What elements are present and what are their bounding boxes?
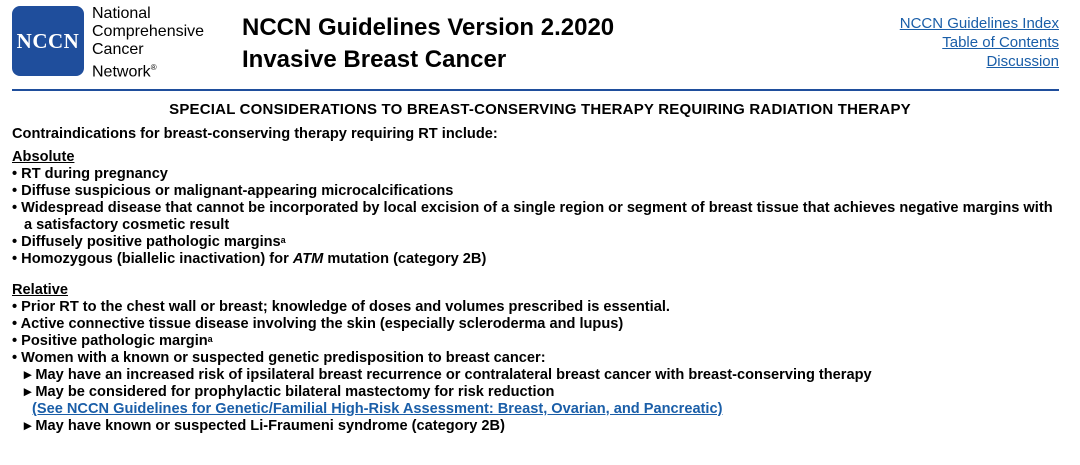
intro-text: Contraindications for breast-conserving therapy requiring RT include: xyxy=(12,126,498,142)
org-line-3: Cancer xyxy=(92,41,144,58)
atm-gene: ATM xyxy=(292,251,324,267)
relative-sub-item-1: ▸ May have an increased risk of ipsilateral breast recurrence or contralateral breast cancer with breast-conserving therapy xyxy=(24,367,872,383)
document-title xyxy=(242,12,614,76)
genetic-guidelines-link-line xyxy=(12,401,1062,418)
title-version: NCCN Guidelines Version 2.2020 xyxy=(242,14,615,41)
absolute-item-3: • Widespread disease that cannot be incorporated by local excision of a single region or segment of breast tissue that achieves negative margins with a satisfactory cosmetic result xyxy=(12,200,1053,233)
org-line-2: Comprehensive xyxy=(92,23,205,40)
footnote-marker: a xyxy=(207,334,213,344)
absolute-item-4-text: • Diffusely positive pathologic margins xyxy=(12,234,281,250)
registered-mark: ® xyxy=(150,63,157,72)
nccn-logo xyxy=(12,6,84,76)
org-line-1: National xyxy=(92,5,151,22)
relative-item-4: • Women with a known or suspected genetic predisposition to breast cancer: xyxy=(12,350,546,366)
header-divider xyxy=(12,89,1059,91)
organization-name xyxy=(92,5,204,81)
org-line-4 xyxy=(92,59,204,81)
relative-sub-item-3: ▸ May have known or suspected Li-Fraumeni syndrome (category 2B) xyxy=(24,418,505,434)
absolute-item-5 xyxy=(12,251,1062,268)
title-topic: Invasive Breast Cancer xyxy=(242,46,507,73)
absolute-heading: Absolute xyxy=(12,149,75,165)
org-line-4-text: Network xyxy=(92,63,151,81)
discussion-link[interactable]: Discussion xyxy=(986,53,1059,70)
relative-item-3-text: • Positive pathologic margin xyxy=(12,333,208,349)
relative-heading: Relative xyxy=(12,282,68,298)
absolute-item-2: • Diffuse suspicious or malignant-appearing microcalcifications xyxy=(12,183,454,199)
absolute-item-4 xyxy=(12,234,1062,251)
relative-sub-item-2: ▸ May be considered for prophylactic bilateral mastectomy for risk reduction xyxy=(24,384,555,400)
guidelines-index-link[interactable]: NCCN Guidelines Index xyxy=(899,15,1059,32)
page-content xyxy=(12,126,1062,435)
relative-item-2: • Active connective tissue disease involving the skin (especially scleroderma and lupus) xyxy=(12,316,624,332)
absolute-item-5-pre: • Homozygous (biallelic inactivation) for xyxy=(12,251,293,267)
footnote-marker: a xyxy=(280,235,286,245)
genetic-guidelines-link[interactable]: (See NCCN Guidelines for Genetic/Familial High-Risk Assessment: Breast, Ovarian, and Pancreatic) xyxy=(32,401,723,417)
relative-item-3 xyxy=(12,333,1062,350)
absolute-item-1: • RT during pregnancy xyxy=(12,166,168,182)
table-of-contents-link[interactable]: Table of Contents xyxy=(942,34,1059,51)
logo-text: NCCN xyxy=(16,28,80,53)
header-nav xyxy=(900,14,1059,71)
absolute-item-5-post: mutation (category 2B) xyxy=(323,251,487,267)
relative-item-1: • Prior RT to the chest wall or breast; knowledge of doses and volumes prescribed is essential. xyxy=(12,299,670,315)
section-title: SPECIAL CONSIDERATIONS TO BREAST-CONSERVING THERAPY REQUIRING RADIATION THERAPY xyxy=(169,101,911,118)
